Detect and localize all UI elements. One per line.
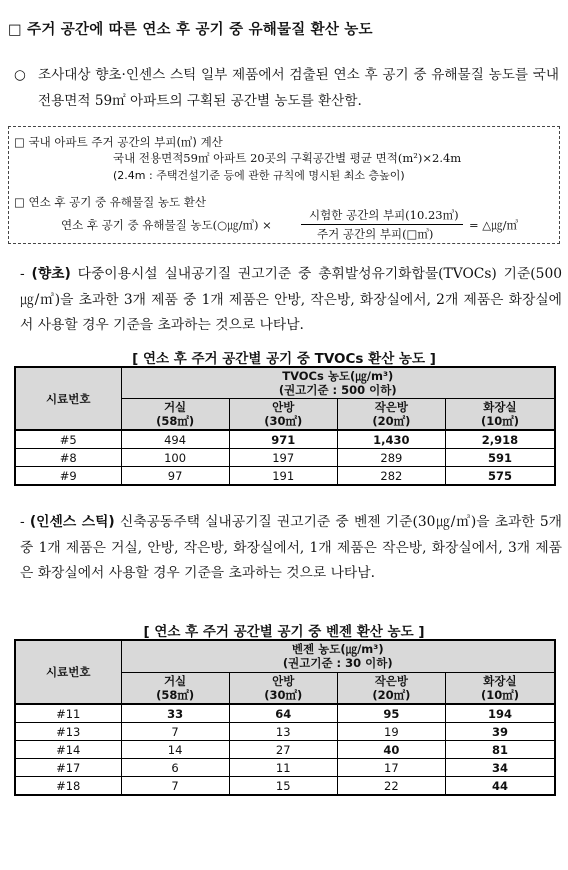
room-area: (20㎡) [372,414,411,428]
value-cell: 13 [229,723,337,741]
room-area: (10㎡) [480,414,519,428]
intro-item [14,62,559,114]
box-heading-volume: □ 국내 아파트 주거 공간의 부피(㎥) 계산 [14,135,223,149]
room-name: 거실 [163,400,187,414]
value-cell: 191 [229,467,337,486]
table-row [15,759,555,777]
section-title: □ 주거 공간에 따른 연소 후 공기 중 유해물질 환산 농도 [8,22,373,38]
room-area: (58㎡) [156,687,195,702]
conversion-numerator: 시험한 공간의 부피(10.23㎥) [309,208,459,222]
table-row [15,723,555,741]
value-cell: 100 [121,449,229,467]
value-cell: 11 [229,759,337,777]
value-cell: 7 [121,723,229,741]
sample-id-cell: #13 [15,723,121,741]
room-area: (30㎡) [264,687,303,702]
room-name: 화장실 [483,400,517,414]
value-cell: 2,918 [445,430,555,449]
dash: - [20,514,25,530]
room-area: (20㎡) [372,687,411,702]
table-row [15,449,555,467]
intro-text: 조사대상 향초·인센스 스틱 일부 제품에서 검출된 연소 후 공기 중 유해물질 농도를 국내 전용면적 59㎡ 아파트의 구획된 공간별 농도를 환산함. [38,67,559,109]
value-cell: 1,430 [337,430,445,449]
table1-caption: [ 연소 후 주거 공간별 공기 중 TVOCs 환산 농도 ] [132,351,436,367]
value-cell: 6 [121,759,229,777]
sample-id-cell: #18 [15,777,121,796]
room-header [121,399,229,431]
col-sample-no: 시료번호 [15,640,121,704]
sample-id-cell: #17 [15,759,121,777]
value-cell: 33 [121,704,229,723]
value-cell: 22 [337,777,445,796]
tvocs-table [14,366,556,486]
sample-id-cell: #9 [15,467,121,486]
group-header [121,367,555,399]
room-header [337,399,445,431]
value-cell: 64 [229,704,337,723]
value-cell: 27 [229,741,337,759]
room-name: 안방 [272,400,295,414]
value-cell: 575 [445,467,555,486]
value-cell: 197 [229,449,337,467]
sample-id-cell: #5 [15,430,121,449]
value-cell: 7 [121,777,229,796]
table-row [15,467,555,486]
value-cell: 194 [445,704,555,723]
incense-text: 신축공동주택 실내공기질 권고기준 중 벤젠 기준(30㎍/㎥)을 초과한 5개 중 1개 제품은 거실, 안방, 작은방, 화장실에서, 1개 제품은 작은방, 화장실에서, 3개 제품은 화장실에서 사용할 경우 기준을 초과하는 것으로 나타남. [20,514,563,581]
value-cell: 97 [121,467,229,486]
room-name: 작은방 [374,400,409,414]
sample-id-cell: #11 [15,704,121,723]
value-cell: 40 [337,741,445,759]
room-name: 화장실 [483,673,517,688]
conversion-formula-left: 연소 후 공기 중 유해물질 농도(○㎍/㎥) × [61,218,272,232]
room-name: 안방 [272,673,295,688]
value-cell: 95 [337,704,445,723]
candle-text: 다중이용시설 실내공기질 권고기준 중 총휘발성유기화합물(TVOCs) 기준(500㎍/㎥)을 초과한 3개 제품 중 1개 제품은 안방, 작은방, 화장실에서, 2개 제품은 화장실에서 사용할 경우 기준을 초과하는 것으로 나타남. [20,266,563,333]
fraction-bar [301,224,463,225]
room-area: (30㎡) [264,414,303,428]
room-header [337,672,445,704]
value-cell: 15 [229,777,337,796]
value-cell: 282 [337,467,445,486]
value-cell: 494 [121,430,229,449]
incense-label: (인센스 스틱) [29,514,115,530]
sample-id-cell: #14 [15,741,121,759]
volume-note: (2.4m : 주택건설기준 등에 관한 규칙에 명시된 최소 층높이) [113,169,405,182]
room-area: (10㎡) [480,687,519,702]
group-sub: (권고기준 : 30 이하) [282,656,393,671]
table-row [15,741,555,759]
col-sample-no: 시료번호 [15,367,121,430]
table-row [15,430,555,449]
volume-formula: 국내 전용면적59㎡ 아파트 20곳의 구획공간별 평균 면적(m²)×2.4m [113,151,462,165]
value-cell: 81 [445,741,555,759]
paragraph-incense [20,510,562,587]
group-title: TVOCs 농도(㎍/m³) [282,369,394,383]
conversion-denominator: 주거 공간의 부피(□㎥) [317,227,434,241]
room-header [121,672,229,704]
room-header [229,672,337,704]
circle-bullet-icon: ○ [14,67,26,83]
group-title: 벤젠 농도(㎍/m³) [291,642,384,657]
group-header [121,640,555,672]
value-cell: 44 [445,777,555,796]
paragraph-candles [20,262,562,339]
group-sub: (권고기준 : 500 이하) [278,383,397,397]
value-cell: 39 [445,723,555,741]
candle-label: (향초) [31,266,71,282]
value-cell: 19 [337,723,445,741]
conversion-formula-right: = △㎍/㎥ [469,218,519,232]
room-name: 작은방 [374,673,409,688]
dash: - [20,266,25,282]
room-name: 거실 [163,673,187,688]
room-header [445,399,555,431]
value-cell: 289 [337,449,445,467]
value-cell: 591 [445,449,555,467]
table-row [15,777,555,796]
value-cell: 17 [337,759,445,777]
room-area: (58㎡) [156,414,195,428]
box-heading-conversion: □ 연소 후 공기 중 유해물질 농도 환산 [14,195,206,209]
table2-caption: [ 연소 후 주거 공간별 공기 중 벤젠 환산 농도 ] [143,624,425,640]
room-header [229,399,337,431]
calculation-box [8,126,560,244]
value-cell: 34 [445,759,555,777]
sample-id-cell: #8 [15,449,121,467]
table-row [15,704,555,723]
benzene-table [14,639,556,796]
value-cell: 14 [121,741,229,759]
value-cell: 971 [229,430,337,449]
room-header [445,672,555,704]
